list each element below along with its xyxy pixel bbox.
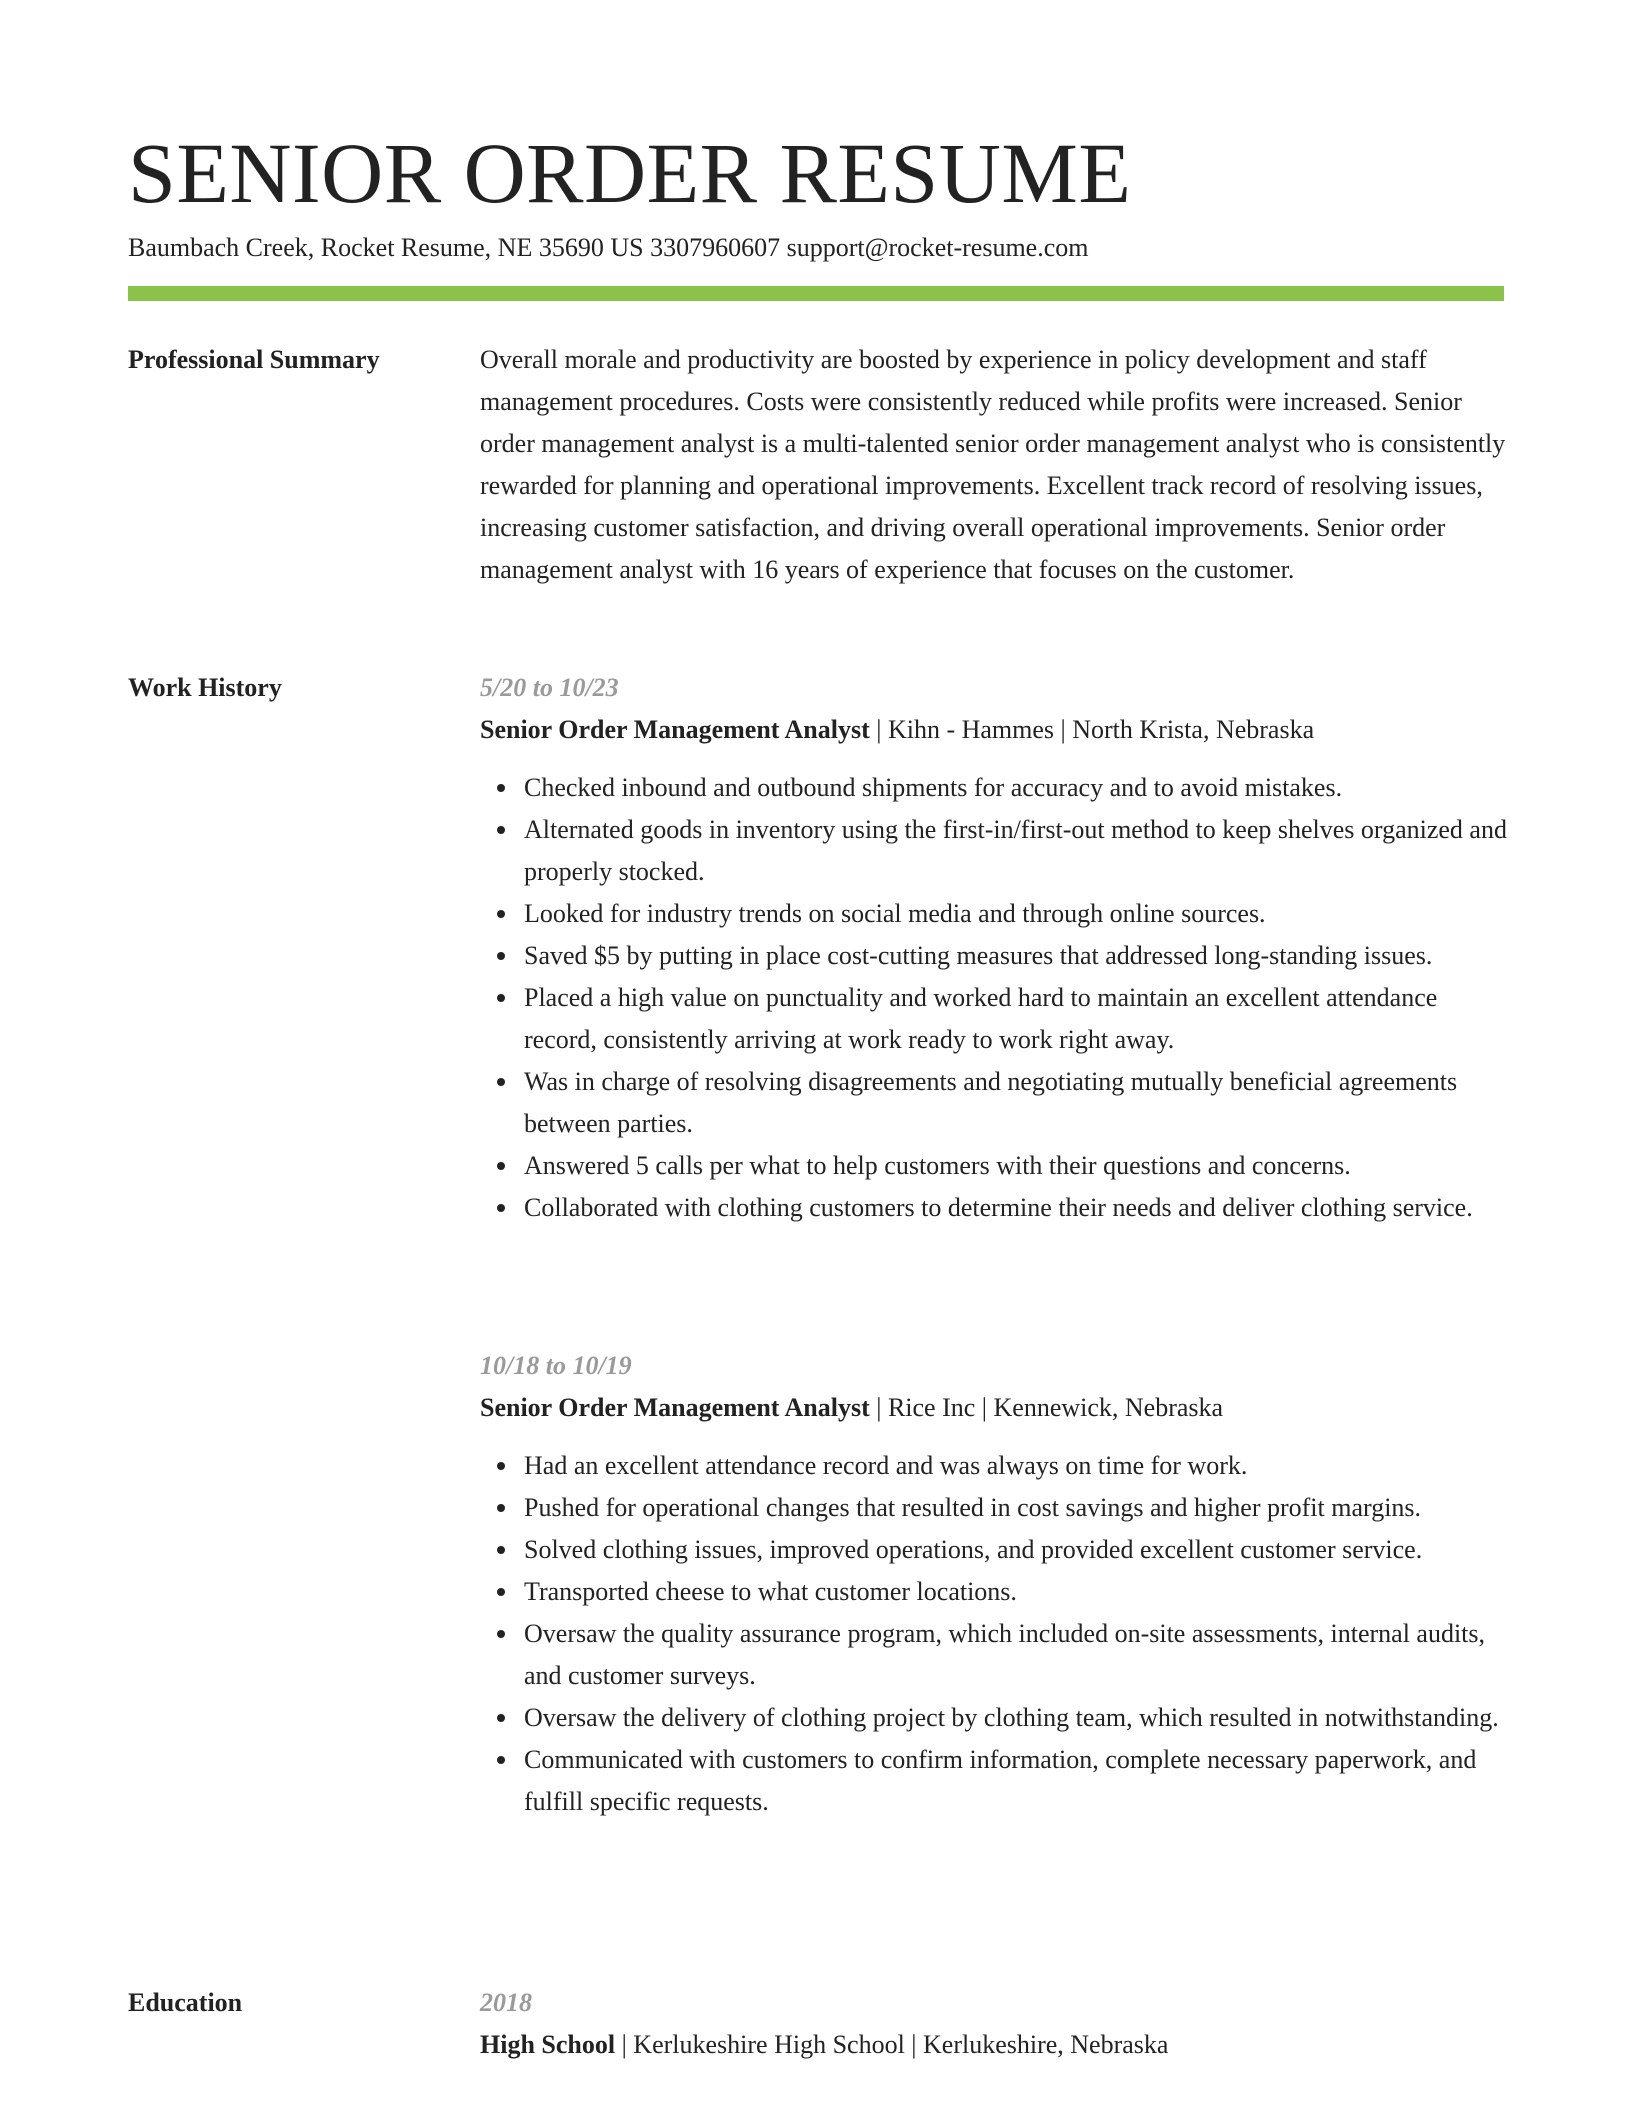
job-employer: | Kihn - Hammes | North Krista, Nebraska [869, 715, 1315, 744]
education-school: | Kerlukeshire High School | Kerlukeshire, Nebraska [615, 2030, 1169, 2059]
job-entry [480, 667, 1510, 1229]
job-title: Senior Order Management Analyst [480, 715, 870, 744]
job-duties-list [480, 1445, 1510, 1823]
job-duty: Collaborated with clothing customers to determine their needs and deliver clothing service. [524, 1187, 1510, 1229]
job-duty: Saved $5 by putting in place cost-cutting measures that addressed long-standing issues. [524, 935, 1510, 977]
job-dates: 5/20 to 10/23 [480, 673, 619, 702]
job-duty: Checked inbound and outbound shipments for accuracy and to avoid mistakes. [524, 767, 1510, 809]
header-divider [128, 286, 1504, 301]
resume-name: SENIOR ORDER RESUME [128, 125, 1132, 221]
job-duty: Communicated with customers to confirm information, complete necessary paperwork, and fulfill specific requests. [524, 1739, 1510, 1823]
job-duty: Oversaw the quality assurance program, which included on-site assessments, internal audits, and customer surveys. [524, 1613, 1510, 1697]
job-employer: | Rice Inc | Kennewick, Nebraska [869, 1393, 1224, 1422]
job-title: Senior Order Management Analyst [480, 1393, 870, 1422]
job-dates: 10/18 to 10/19 [480, 1351, 632, 1380]
education-date: 2018 [480, 1988, 532, 2017]
education-entry [480, 1982, 1510, 2066]
job-duty: Solved clothing issues, improved operations, and provided excellent customer service. [524, 1529, 1510, 1571]
contact-line: Baumbach Creek, Rocket Resume, NE 35690 US 3307960607 support@rocket-resume.com [128, 233, 1089, 262]
job-duty: Had an excellent attendance record and was always on time for work. [524, 1445, 1510, 1487]
job-title-line [480, 1387, 1510, 1429]
education-heading: Education [128, 1988, 243, 2017]
job-duty: Pushed for operational changes that resulted in cost savings and higher profit margins. [524, 1487, 1510, 1529]
job-duty: Alternated goods in inventory using the first-in/first-out method to keep shelves organized and properly stocked. [524, 809, 1510, 893]
education-degree: High School [480, 2030, 616, 2059]
job-duty: Oversaw the delivery of clothing project by clothing team, which resulted in notwithstanding. [524, 1697, 1510, 1739]
summary-heading: Professional Summary [128, 345, 380, 374]
job-duty: Transported cheese to what customer locations. [524, 1571, 1510, 1613]
summary-section [480, 339, 1510, 591]
job-duty: Answered 5 calls per what to help customers with their questions and concerns. [524, 1145, 1510, 1187]
work-history-heading: Work History [128, 673, 282, 702]
job-duty: Placed a high value on punctuality and worked hard to maintain an excellent attendance record, consistently arriving at work ready to work right away. [524, 977, 1510, 1061]
job-entry [480, 1345, 1510, 1823]
job-duties-list [480, 767, 1510, 1229]
job-title-line [480, 709, 1510, 751]
summary-text: Overall morale and productivity are boosted by experience in policy development and staff management procedures. Costs were consistently reduced while profits were increased. Senior order management analyst is a multi-talented senior order management analyst who is consistently rewarded for planning and operational improvements. Excellent track record of resolving issues, increasing customer satisfaction, and driving overall operational improvements. Senior order management analyst with 16 years of experience that focuses on the customer. [480, 345, 1506, 584]
education-line [480, 2024, 1510, 2066]
job-duty: Looked for industry trends on social media and through online sources. [524, 893, 1510, 935]
job-duty: Was in charge of resolving disagreements and negotiating mutually beneficial agreements between parties. [524, 1061, 1510, 1145]
